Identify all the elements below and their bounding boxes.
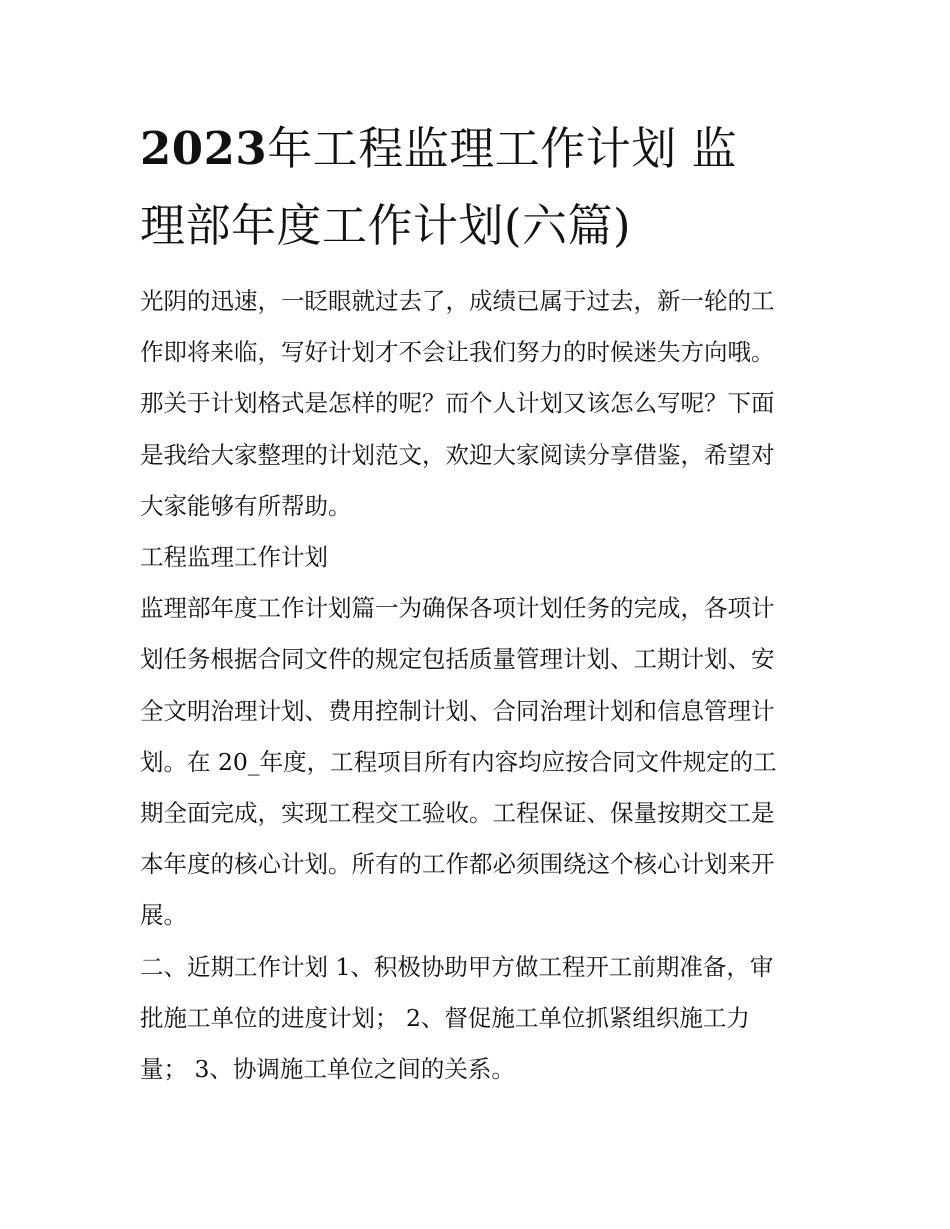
text-line: 那关于计划格式是怎样的呢？而个人计划又该怎么写呢？下面	[140, 389, 775, 418]
text-line: 二、近期工作计划 1、积极协助甲方做工程开工前期准备，审	[140, 952, 774, 981]
text-line: 划任务根据合同文件的规定包括质量管理计划、工期计划、安	[140, 645, 775, 674]
text-line: 光阴的迅速，一眨眼就过去了，成绩已属于过去，新一轮的工	[140, 287, 775, 315]
text-line: 展。	[140, 901, 187, 930]
title-year: 2023	[140, 122, 268, 175]
text-line: 量； 3、协调施工单位之间的关系。	[140, 1055, 515, 1084]
plan-paragraph-2	[140, 942, 815, 1096]
plan-paragraph-1	[140, 583, 815, 941]
document-title	[140, 110, 820, 264]
intro-paragraph	[140, 276, 815, 532]
text-line: 大家能够有所帮助。	[140, 491, 352, 520]
text-line: 监理部年度工作计划篇一为确保各项计划任务的完成，各项计	[140, 594, 775, 623]
title-line-1: 年工程监理工作计划 监	[267, 122, 738, 175]
text-line: 批施工单位的进度计划； 2、督促施工单位抓紧组织施工力	[140, 1003, 750, 1032]
text-line: 本年度的核心计划。所有的工作都必须围绕这个核心计划来开	[140, 850, 775, 879]
text-line: 是我给大家整理的计划范文，欢迎大家阅读分享借鉴，希望对	[140, 440, 775, 469]
text-line: 全文明治理计划、费用控制计划、合同治理计划和信息管理计	[140, 696, 775, 725]
section-heading	[140, 532, 815, 583]
text-line: 划。在 20_年度，工程项目所有内容均应按合同文件规定的工	[140, 747, 777, 776]
text-line: 期全面完成，实现工程交工验收。工程保证、保量按期交工是	[140, 799, 775, 828]
text-line: 作即将来临，写好计划才不会让我们努力的时候迷失方向哦。	[140, 338, 775, 367]
title-line-2: 理部年度工作计划(六篇)	[140, 199, 632, 252]
text-line: 工程监理工作计划	[140, 543, 328, 572]
document-body	[140, 276, 815, 1095]
